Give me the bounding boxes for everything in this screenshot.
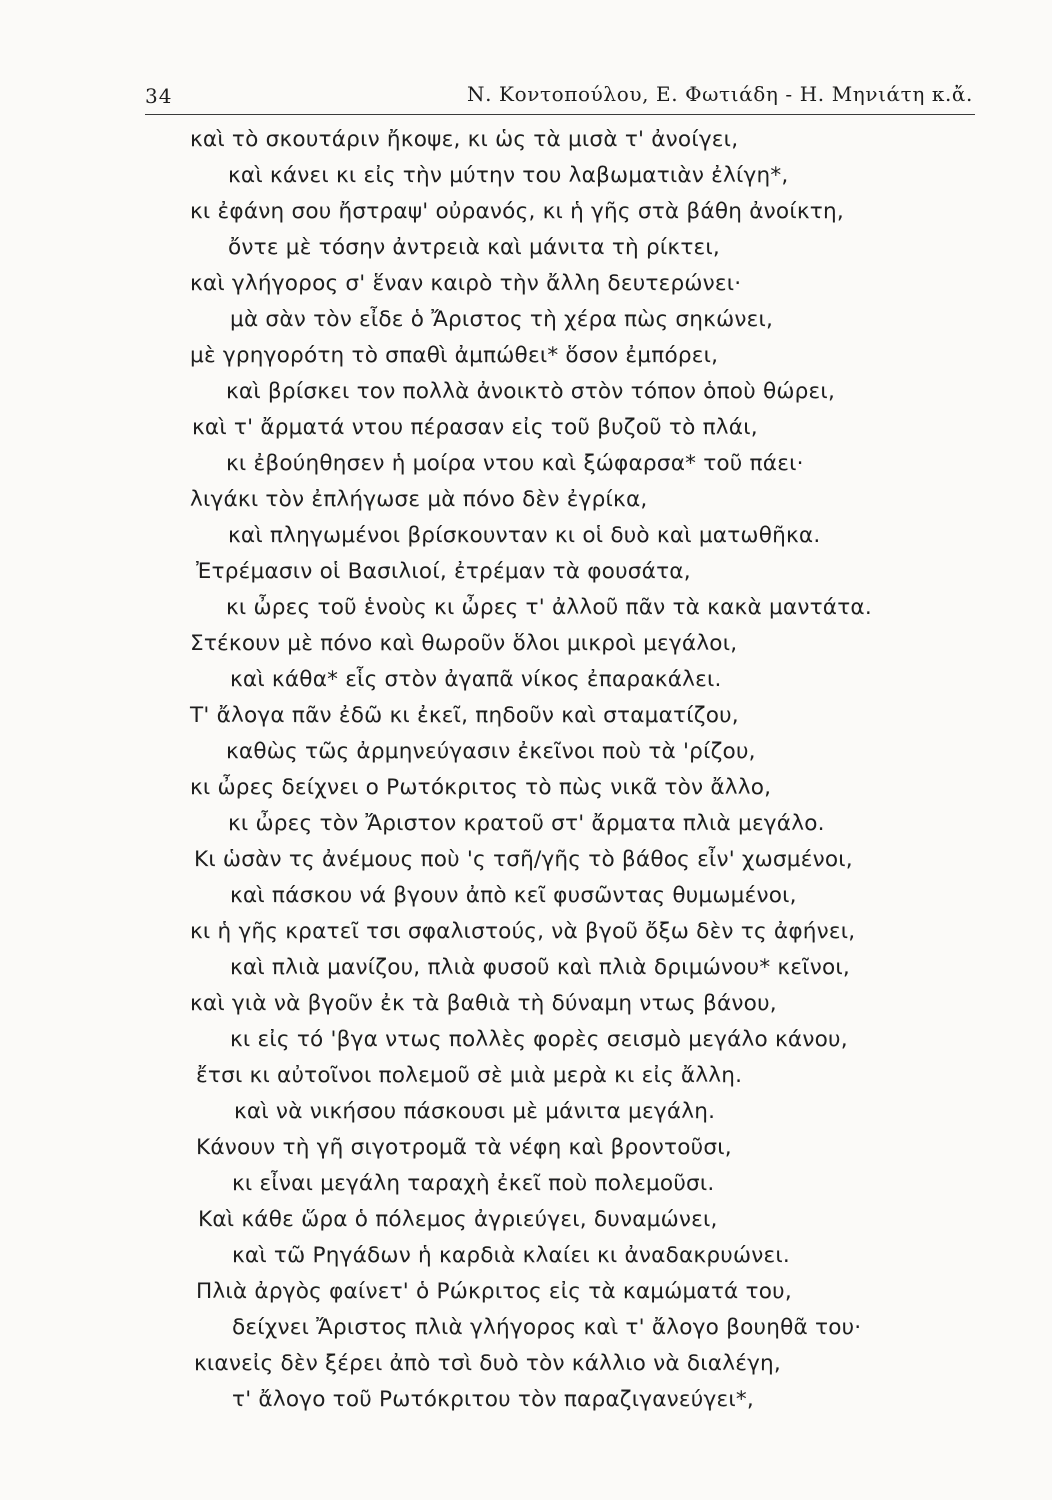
- verse-line: τ' ἄλογο τοῦ Ρωτόκριτου τὸν παραζιγανεύγει*,: [232, 1387, 754, 1412]
- verse-line: κιανεἰς δὲν ξέρει ἀπὸ τσὶ δυὸ τὸν κάλλιο νὰ διαλέγη,: [194, 1351, 781, 1376]
- verse-line: καὶ βρίσκει τον πολλὰ ἀνοικτὸ στὸν τόπον ὁποὺ θώρει,: [226, 379, 836, 404]
- verse-line: δείχνει Ἄριστος πλιὰ γλήγορος καὶ τ' ἄλογο βουηθᾶ του·: [232, 1315, 862, 1340]
- verse-line: Τ' ἄλογα πᾶν ἐδῶ κι ἐκεῖ, πηδοῦν καὶ σταματίζου,: [190, 703, 739, 728]
- verse-line: καὶ τῶ Ρηγάδων ἡ καρδιὰ κλαίει κι ἀναδακρυώνει.: [232, 1243, 790, 1268]
- verse-line: κι ἐφάνη σου ἤστραψ' οὐρανός, κι ἡ γῆς στὰ βάθη ἀνοίκτη,: [190, 199, 844, 224]
- verse-line: καὶ κάθα* εἷς στὸν ἀγαπᾶ νίκος ἐπαρακάλει.: [230, 667, 722, 692]
- verse-line: καὶ τ' ἄρματά ντου πέρασαν εἰς τοῦ βυζοῦ τὸ πλάι,: [192, 415, 758, 440]
- verse-line: καὶ πάσκου νά βγουν ἀπὸ κεῖ φυσῶντας θυμωμένοι,: [230, 883, 797, 908]
- verse-line: καὶ γλήγορος σ' ἕναν καιρὸ τὴν ἄλλη δευτερώνει·: [190, 271, 742, 296]
- verse-line: Ἐτρέμασιν οἱ Βασιλιοί, ἐτρέμαν τὰ φουσάτα,: [196, 559, 691, 584]
- verse-line: Πλιὰ ἀργὸς φαίνετ' ὁ Ρώκριτος εἰς τὰ καμώματά του,: [196, 1279, 792, 1304]
- verse-line: κι εἰς τό 'βγα ντως πολλὲς φορὲς σεισμὸ μεγάλο κάνου,: [230, 1027, 848, 1052]
- running-header: [145, 78, 975, 115]
- verse-line: κι εἶναι μεγάλη ταραχὴ ἐκεῖ ποὺ πολεμοῦσι.: [232, 1171, 715, 1196]
- verse-line: καὶ κάνει κι εἰς τὴν μύτην του λαβωματιὰν ἐλίγη*,: [228, 163, 789, 188]
- verse-line: λιγάκι τὸν ἐπλήγωσε μὰ πόνο δὲν ἐγρίκα,: [190, 487, 648, 512]
- verse-line: καὶ πληγωμένοι βρίσκουνταν κι οἱ δυὸ καὶ ματωθῆκα.: [228, 523, 821, 548]
- verse-line: Κάνουν τὴ γῆ σιγοτρομᾶ τὰ νέφη καὶ βροντοῦσι,: [196, 1135, 732, 1160]
- verse-line: Κι ὡσὰν τς ἀνέμους ποὺ 'ς τσῆ/γῆς τὸ βάθος εἶν' χωσμένοι,: [194, 847, 853, 872]
- verse-line: καὶ νὰ νικήσου πάσκουσι μὲ μάνιτα μεγάλη.: [234, 1099, 716, 1124]
- verse-line: Καὶ κάθε ὥρα ὁ πόλεμος ἀγριεύγει, δυναμώνει,: [198, 1207, 718, 1232]
- verse-line: καθὼς τῶς ἀρμηνεύγασιν ἐκεῖνοι ποὺ τὰ 'ρίζου,: [226, 739, 756, 764]
- verse-line: καὶ πλιὰ μανίζου, πλιὰ φυσοῦ καὶ πλιὰ δριμώνου* κεῖνοι,: [230, 955, 850, 980]
- verse-line: κι ὦρες τὸν Ἄριστον κρατοῦ στ' ἄρματα πλιὰ μεγάλο.: [228, 811, 825, 836]
- verse-line: καὶ γιὰ νὰ βγοῦν ἐκ τὰ βαθιὰ τὴ δύναμη ντως βάνου,: [190, 991, 777, 1016]
- verse-line: κι ἡ γῆς κρατεῖ τσι σφαλιστούς, νὰ βγοῦ ὄξω δὲν τς ἀφήνει,: [190, 919, 856, 944]
- verse-line: Στέκουν μὲ πόνο καὶ θωροῦν ὅλοι μικροὶ μεγάλοι,: [190, 631, 738, 656]
- verse-line: καὶ τὸ σκουτάριν ἤκοψε, κι ὡς τὰ μισὰ τ' ἀνοίγει,: [190, 127, 739, 152]
- verse-line: κι ὦρες τοῦ ἑνοὺς κι ὦρες τ' ἀλλοῦ πᾶν τὰ κακὰ μαντάτα.: [226, 595, 872, 620]
- verse-line: ὄντε μὲ τόσην ἀντρειὰ καὶ μάνιτα τὴ ρίκτει,: [228, 235, 720, 260]
- verse-line: μὰ σὰν τὸν εἶδε ὁ Ἄριστος τὴ χέρα πὼς σηκώνει,: [230, 307, 774, 332]
- page-number: 34: [145, 84, 173, 108]
- verse-line: κι ὦρες δείχνει ο Ρωτόκριτος τὸ πὼς νικᾶ τὸν ἄλλο,: [190, 775, 772, 800]
- verse-line: ἔτσι κι αὐτοῖνοι πολεμοῦ σὲ μιὰ μερὰ κι εἰς ἄλλη.: [196, 1063, 743, 1088]
- verse-line: κι ἐβούηθησεν ἡ μοίρα ντου καὶ ξώφαρσα* τοῦ πάει·: [226, 451, 804, 476]
- running-head-authors: Ν. Κοντοπούλου, Ε. Φωτιάδη - Η. Μηνιάτη κ.ἄ.: [467, 82, 973, 106]
- verse-line: μὲ γρηγορότη τὸ σπαθὶ ἀμπώθει* ὅσον ἐμπόρει,: [190, 343, 719, 368]
